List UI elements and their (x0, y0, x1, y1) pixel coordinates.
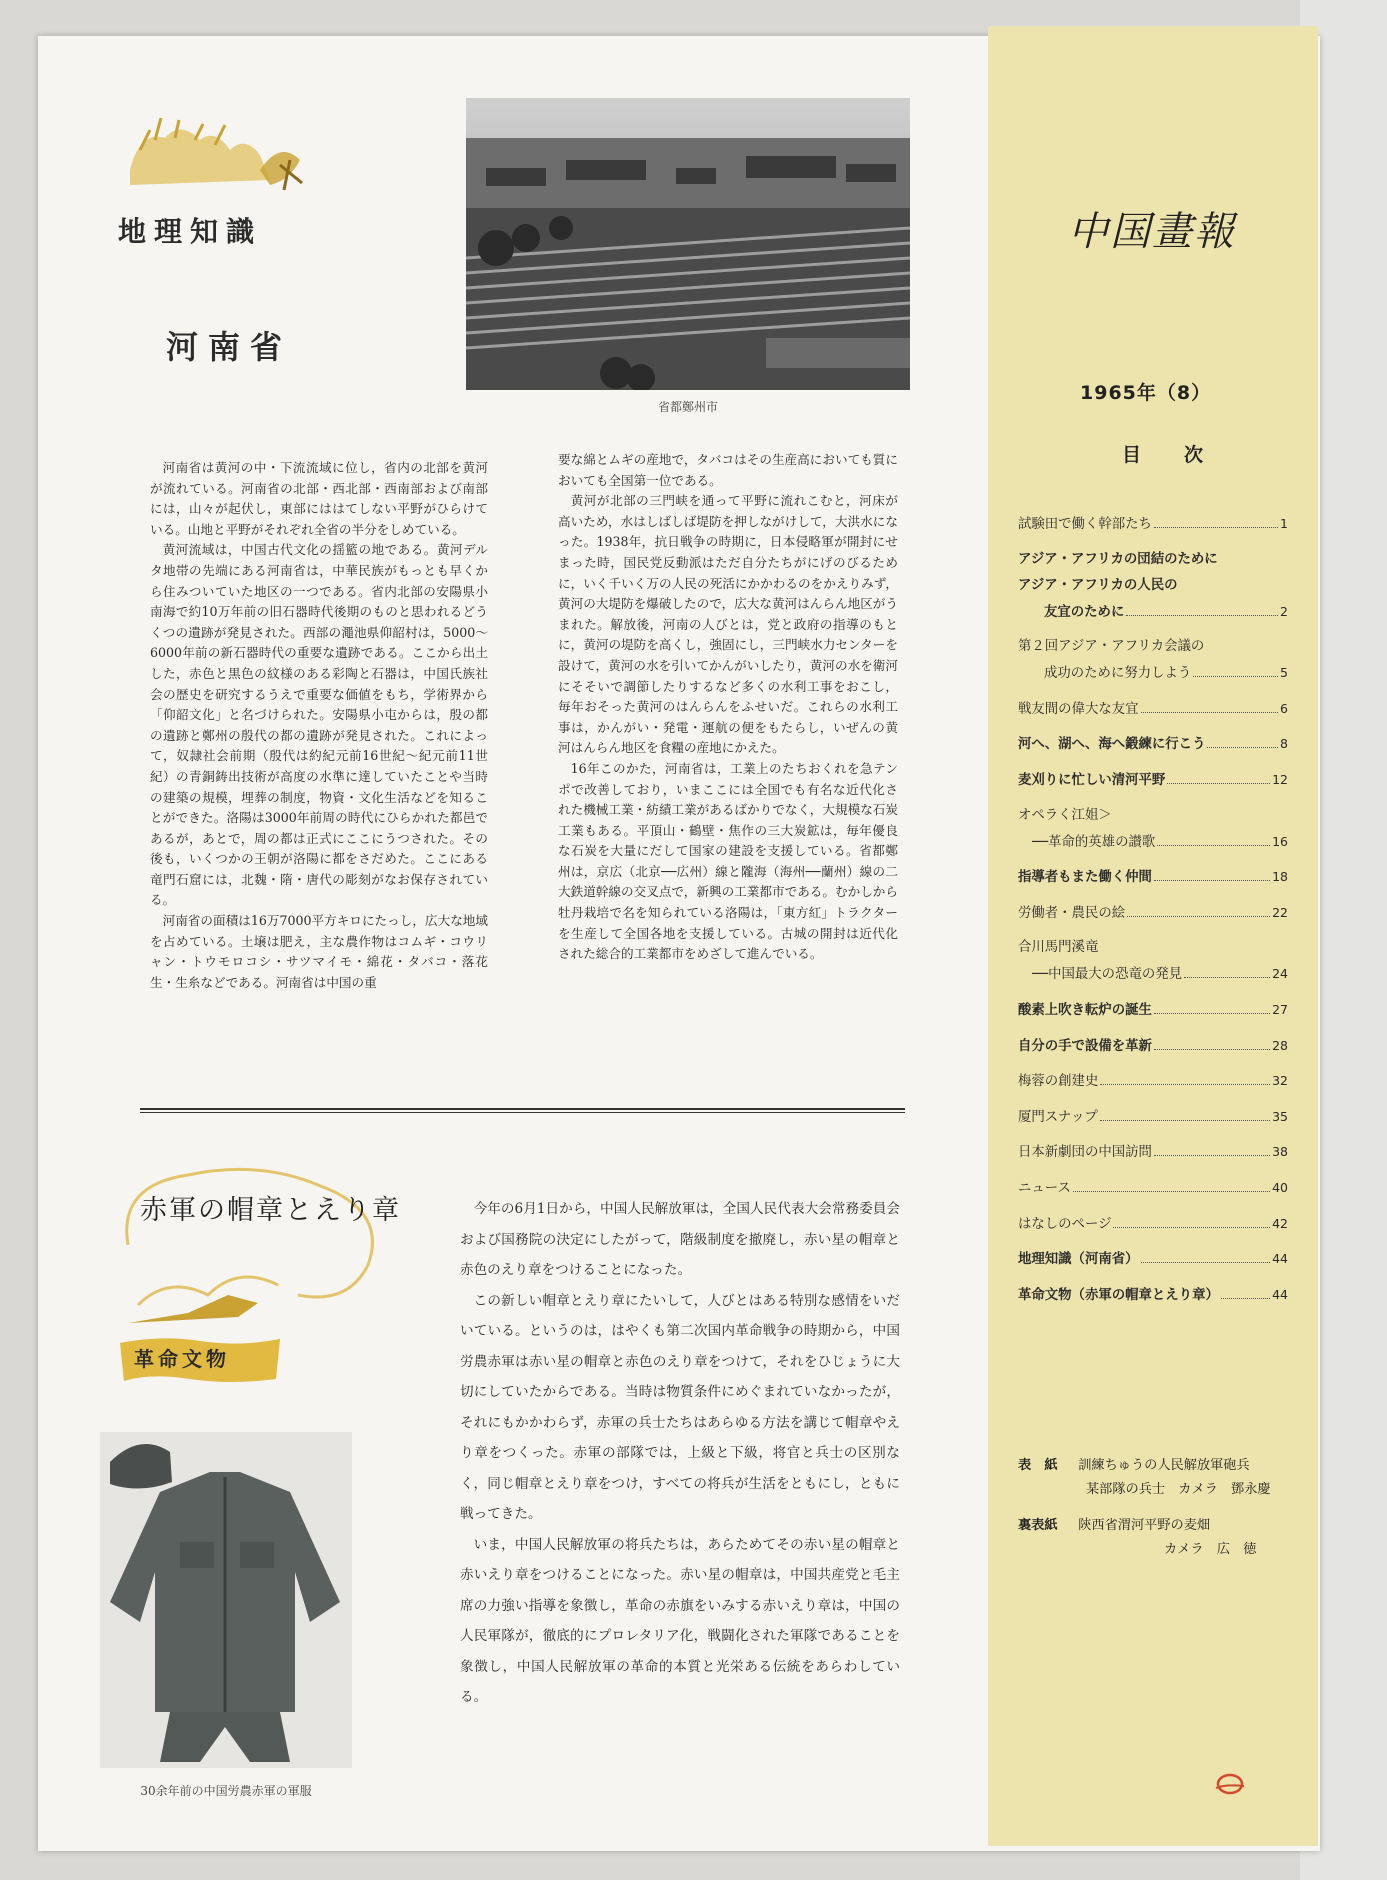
toc-item (1018, 637, 1288, 657)
back-cover-label: 裏表紙 (1018, 1518, 1058, 1533)
geo-column-1 (150, 458, 488, 993)
toc-item-title: 酸素上吹き転炉の誕生 (1018, 1002, 1152, 1018)
paragraph: 河南省の面積は16万7000平方キロにたっし，広大な地域を占めている。土壌は肥え，主な農作物はコムギ・コウリャン・トウモロコシ・サツマイモ・綿花・タバコ・落花生・生糸などである。河南省は中国の重 (150, 913, 488, 990)
cover-credit-line-1: 訓練ちゅうの人民解放軍砲兵 (1078, 1458, 1250, 1473)
relic-article-body (460, 1194, 900, 1713)
toc-item-title: 戦友間の偉大な友宜 (1018, 701, 1139, 717)
back-credit-line-1: 陝西省渭河平野の麦畑 (1078, 1518, 1211, 1533)
toc-leader-dots (1193, 676, 1278, 677)
toc-leader-dots (1113, 1227, 1270, 1228)
toc-item-page: 2 (1280, 603, 1288, 619)
toc-item-title: 厦門スナップ (1018, 1109, 1098, 1125)
table-of-contents (1018, 514, 1288, 1320)
toc-item-title: 成功のために努力しよう (1044, 666, 1192, 682)
toc-item-title: はなしのページ (1018, 1216, 1112, 1232)
toc-item (1018, 602, 1288, 623)
toc-item-page: 28 (1272, 1037, 1288, 1053)
toc-leader-dots (1184, 977, 1270, 978)
back-credit-line-2: カメラ 広 徳 (1164, 1542, 1257, 1557)
paragraph: 河南省は黄河の中・下流流域に位し，省内の北部を黄河が流れている。河南省の北部・西北部・西南部および南部には，山々が起伏し，東部にははてしない平野がひらけている。山地と平野がそれぞれ全省の半分をしめている。 (150, 460, 488, 537)
toc-leader-dots (1141, 1262, 1271, 1263)
geo-column-2 (558, 450, 898, 965)
toc-leader-dots (1221, 1298, 1270, 1299)
toc-leader-dots (1167, 783, 1270, 784)
toc-item-title: オペラく江姐＞ (1018, 807, 1112, 823)
toc-leader-dots (1207, 747, 1278, 748)
relic-article-title: 赤軍の帽章とえり章 (140, 1195, 401, 1226)
toc-item (1018, 1285, 1288, 1306)
toc-leader-dots (1154, 1049, 1270, 1050)
toc-item (1018, 903, 1288, 924)
province-title: 河南省 (166, 328, 293, 366)
toc-leader-dots (1100, 1084, 1270, 1085)
cover-label: 表 紙 (1018, 1458, 1058, 1473)
toc-item-page: 5 (1280, 665, 1288, 681)
toc-item-title: アジア・アフリカの人民の (1018, 577, 1178, 593)
paragraph: 黄河流域は，中国古代文化の揺籃の地である。黄河デルタ地帯の先端にある河南省は，中華民族がもっとも早くから住みついていた地区の一つである。省内北部の安陽県小南海で約10万年前の旧石器時代後期のものと思われるどうくつの遺跡が発見された。西部の澠池県仰韶村は，5000～6000年前の新石器時代の重要な遺跡である。ここから出土した，赤色と黒色の紋様のある彩陶と石器は，中国氏族社会の歴史を研究するうえで重要な価値をもち，学術界から「仰韶文化」と名づけられた。安陽県小屯からは，殷の都の遺跡と鄭州の殷代の都の遺跡が発見された。これによって，奴隷社会前期（殷代は約紀元前16世紀～紀元前11世紀）の青銅鋳出技術が高度の水準に達していたことや当時の建築の規模，埋葬の制度，物資・文化生活などを知ることができた。洛陽は3000年前周の時代にひらかれた都邑であるが，あとで，周の都は正式にここにうつされた。その後も，いくつかの王朝が洛陽に都をさだめた。ここにある竜門石窟には，北魏・隋・唐代の彫刻がなお保存されている。 (150, 542, 488, 908)
toc-item (1018, 663, 1288, 684)
toc-item-title: ニュース (1018, 1180, 1071, 1196)
toc-item-title: 合川馬門溪竜 (1018, 940, 1099, 956)
paragraph: 16年このかた，河南省は，工業上のたちおくれを急テンポで改善しており，いまここには全国でも有名な近代化された機械工業・紡績工業があるばかりでなく，大規模な石炭工業もある。平頂山・鶴壁・焦作の三大炭鉱は，毎年優良な石炭を大量にだして国家の建設を支援している。省都鄭州は，京広（北京──広州）線と隴海（海州──蘭州）線の二大鉄道幹線の交叉点で，新興の工業都市である。むかしから牡丹栽培で名を知られている洛陽は，「東方紅」トラクターを生産して全国各地を支援している。古城の開封は近代化された総合的工業都市をめざして進んでいる。 (558, 760, 899, 962)
toc-item-page: 44 (1272, 1286, 1288, 1302)
toc-leader-dots (1073, 1191, 1270, 1192)
toc-item-title: 指導者もまた働く仲間 (1018, 870, 1152, 886)
toc-item-page: 32 (1272, 1073, 1288, 1089)
uniform-photo-caption: 30余年前の中国労農赤軍の軍服 (140, 1784, 312, 1798)
toc-item (1018, 514, 1288, 535)
toc-leader-dots (1154, 1155, 1270, 1156)
toc-item (1018, 734, 1288, 755)
toc-item (1018, 1249, 1288, 1270)
toc-item (1018, 770, 1288, 791)
toc-item-title: 麦刈りに忙しい清河平野 (1018, 772, 1166, 788)
toc-item-page: 42 (1272, 1215, 1288, 1231)
toc-item (1018, 576, 1288, 596)
toc-item (1018, 1071, 1288, 1092)
toc-item-title: 河へ、湖へ、海へ鍛練に行こう (1018, 737, 1206, 753)
toc-item-title: 地理知識（河南省） (1018, 1252, 1139, 1268)
toc-item-page: 35 (1272, 1108, 1288, 1124)
toc-leader-dots (1154, 880, 1270, 881)
red-stamp-mark-icon (1212, 1770, 1248, 1798)
toc-heading: 目 次 (1122, 444, 1216, 466)
toc-item-page: 8 (1280, 736, 1288, 752)
toc-item-title: 労働者・農民の絵 (1018, 905, 1126, 921)
swirl-decoration-icon (108, 1155, 418, 1335)
toc-item (1018, 964, 1288, 985)
toc-item-title: 第２回アジア・アフリカ会議の (1018, 639, 1205, 655)
paragraph: 今年の6月1日から，中国人民解放軍は，全国人民代表大会常務委員会および国務院の決定にしたがって，階級制度を撤廃し，赤い星の帽章と赤色のえり章をつけることになった。 (460, 1201, 900, 1278)
toc-item-page: 18 (1272, 869, 1288, 885)
cover-credit-line-2: 某部隊の兵士 カメラ 鄧永慶 (1086, 1482, 1271, 1497)
toc-leader-dots (1154, 1013, 1270, 1014)
toc-item-title: 日本新劇団の中国訪問 (1018, 1145, 1152, 1161)
red-army-uniform-photo (100, 1432, 352, 1768)
toc-item-title: 革命文物（赤軍の帽章とえり章） (1018, 1287, 1219, 1303)
toc-item (1018, 1142, 1288, 1163)
toc-item (1018, 1000, 1288, 1021)
toc-item (1018, 699, 1288, 720)
toc-leader-dots (1157, 845, 1270, 846)
toc-item-page: 38 (1272, 1144, 1288, 1160)
photo-credits (1018, 1454, 1298, 1562)
toc-item-page: 40 (1272, 1179, 1288, 1195)
toc-item-title: アジア・アフリカの団結のために (1018, 551, 1218, 567)
toc-item (1018, 1214, 1288, 1235)
magazine-title: 中国畫報 (1068, 209, 1236, 255)
zhengzhou-city-photo (466, 98, 910, 390)
toc-item-page: 27 (1272, 1001, 1288, 1017)
paragraph: 要な綿とムギの産地で，タバコはその生産高においても質においても全国第一位である。 (558, 452, 898, 488)
toc-leader-dots (1127, 916, 1270, 917)
paragraph: 黄河が北部の三門峡を通って平野に流れこむと，河床が高いため，水はしばしば堤防を押しながけして，大洪水になった。1938年，抗日戦争の時期に，日本侵略軍が開封にせまった時，国民党反動派はただ自分たちがにげのびるために，いく千いく万の人民の死活にかかわるのをかえりみず，黄河の大堤防を爆破したので，広大な黄河はんらん地区がうまれた。解放後，河南の人びとは，党と政府の指導のもとに，黄河の堤防を高くし，強固にし，三門峡水力センターを設けて，黄河の水を引いてかんがいしたり，黄河の水を衛河にそそいで調節したりするなど多くの水利工事をおこし，毎年おそった黄河のはんらんをふせいだ。これらの水利工事は，かんがい・発電・運航の便をもたらし，いぜんの黄河はんらん地区を食糧の産地にかえた。 (558, 493, 898, 756)
toc-item-page: 22 (1272, 904, 1288, 920)
toc-item (1018, 1178, 1288, 1199)
toc-item-title: 梅蓉の創建史 (1018, 1074, 1099, 1090)
toc-item-page: 16 (1272, 833, 1288, 849)
toc-item-title: 試験田で働く幹部たち (1018, 517, 1152, 532)
section-title: 地理知識 (118, 215, 263, 248)
toc-item (1018, 1107, 1288, 1128)
toc-item-page: 1 (1280, 516, 1288, 531)
toc-item-title: 友宜のために (1044, 604, 1125, 620)
toc-item-title: 自分の手で設備を革新 (1018, 1038, 1152, 1054)
toc-leader-dots (1141, 712, 1279, 713)
section-divider (140, 1108, 905, 1113)
toc-leader-dots (1154, 527, 1278, 528)
toc-item (1018, 832, 1288, 853)
relic-badge-label: 革命文物 (134, 1347, 230, 1371)
toc-item (1018, 550, 1288, 570)
paragraph: いま，中国人民解放軍の将兵たちは，あらためてその赤い星の帽章と赤いえり章をつけることになった。赤い星の帽章は，中国共産党と毛主席の力強い指導を象徴し，革命の赤旗をいみする赤いえり章は，中国の人民軍隊が，徹底的にプロレタリア化，戦闘化された軍隊であることを象徴し，中国人民解放軍の革命的本質と光栄ある伝統をあらわしている。 (460, 1536, 900, 1705)
toc-item (1018, 867, 1288, 888)
toc-item (1018, 938, 1288, 958)
toc-item-page: 24 (1272, 966, 1288, 982)
toc-item-page: 44 (1272, 1251, 1288, 1267)
paragraph: この新しい帽章とえり章にたいして，人びとはある特別な感情をいだいている。というのは，はやくも第二次国内革命戦争の時期から，中国労農赤軍は赤い星の帽章と赤色のえり章をつけて，それをひじょうに大切にしていたからである。当時は物質条件にめぐまれていなかったが，それにもかかわらず，赤軍の兵士たちはあらゆる方法を講じて帽章やえり章をつくった。赤軍の部隊では，上級と下級，将官と兵士の区別なく，同じ帽章とえり章をつけ，すべての将兵が生活をともにし，ともに戦ってきた。 (460, 1292, 900, 1522)
toc-item-title: ──中国最大の恐竜の発見 (1032, 967, 1183, 983)
toc-item-title: ──革命的英雄の讃歌 (1032, 834, 1156, 850)
toc-item (1018, 1036, 1288, 1057)
toc-item (1018, 806, 1288, 826)
toc-leader-dots (1100, 1120, 1270, 1121)
toc-item-page: 12 (1272, 771, 1288, 787)
city-photo-caption: 省都鄭州市 (657, 400, 718, 414)
toc-leader-dots (1126, 615, 1278, 616)
issue-number: 1965年（8） (1080, 382, 1212, 404)
toc-item-page: 6 (1280, 700, 1288, 716)
